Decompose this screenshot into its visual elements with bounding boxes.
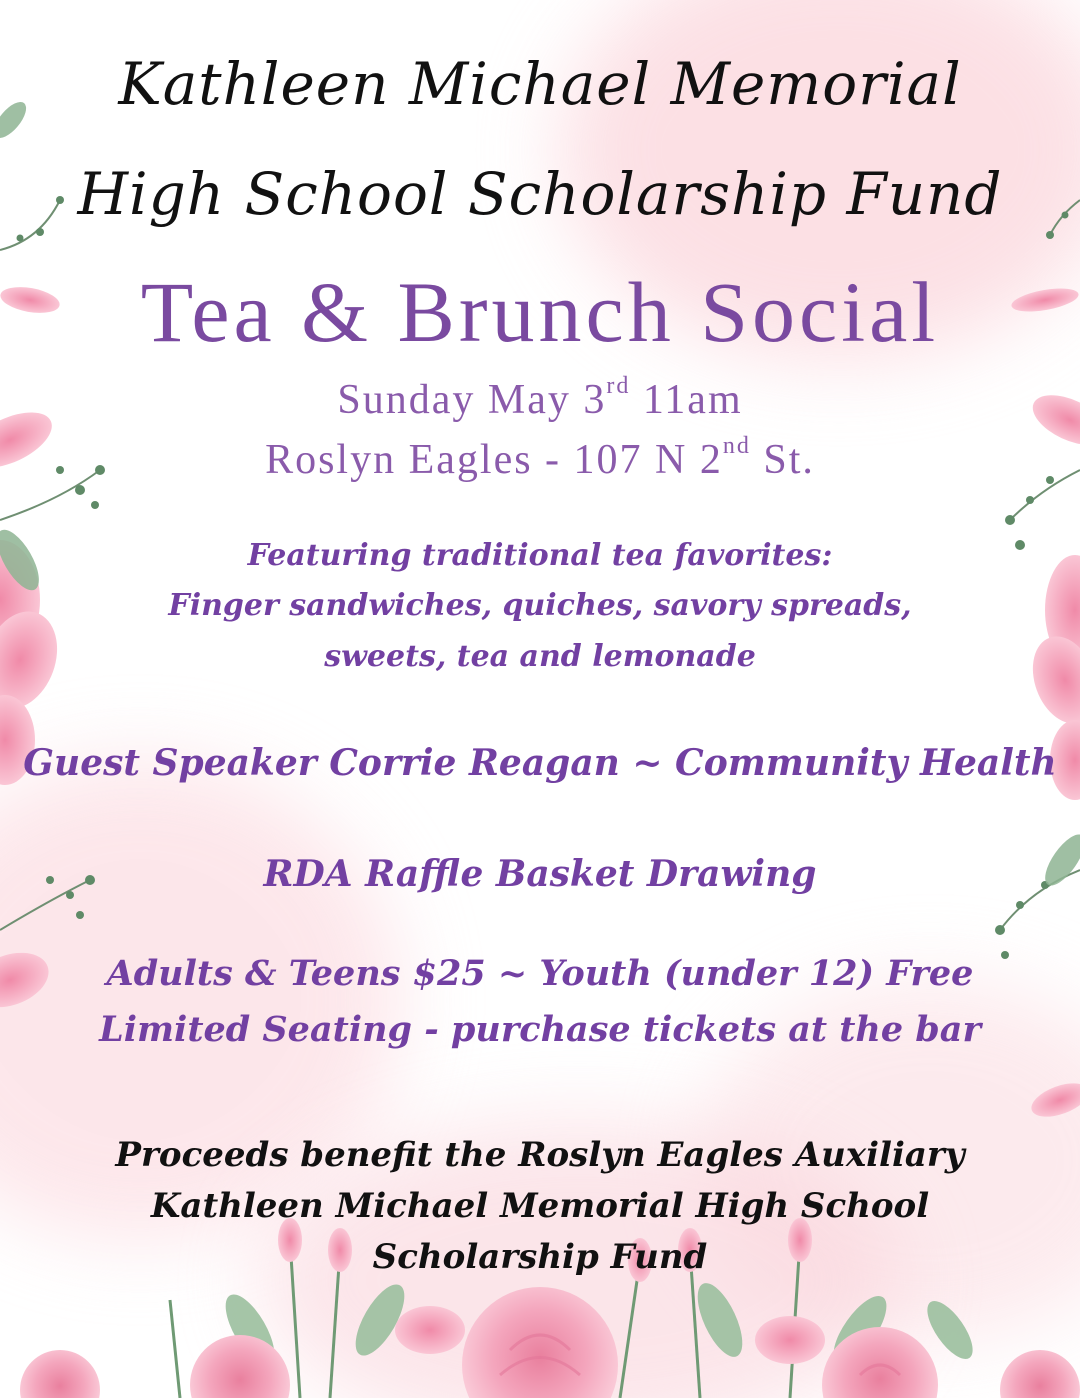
guest-speaker: Guest Speaker Corrie Reagan ~ Community Health	[23, 742, 1057, 784]
ticket-prices: Adults & Teens $25 ~ Youth (under 12) Free	[106, 953, 974, 994]
event-venue: Roslyn Eagles - 107 N 2nd St.	[265, 433, 815, 483]
benefit-line-3: Scholarship Fund	[372, 1237, 708, 1277]
event-title: Tea & Brunch Social	[140, 264, 940, 360]
benefit-line-2: Kathleen Michael Memorial High School	[150, 1186, 930, 1226]
event-date: Sunday May 3rd 11am	[337, 373, 743, 423]
menu-line-3: sweets, tea and lemonade	[324, 639, 756, 674]
header-line-2: High School Scholarship Fund	[77, 160, 1003, 228]
seating-note: Limited Seating - purchase tickets at the bar	[99, 1009, 981, 1050]
menu-line-2: Finger sandwiches, quiches, savory spreads,	[168, 588, 912, 623]
menu-line-1: Featuring traditional tea favorites:	[247, 538, 833, 573]
raffle: RDA Raffle Basket Drawing	[263, 853, 817, 895]
header-line-1: Kathleen Michael Memorial	[118, 50, 962, 118]
benefit-line-1: Proceeds benefit the Roslyn Eagles Auxiliary	[115, 1135, 965, 1175]
